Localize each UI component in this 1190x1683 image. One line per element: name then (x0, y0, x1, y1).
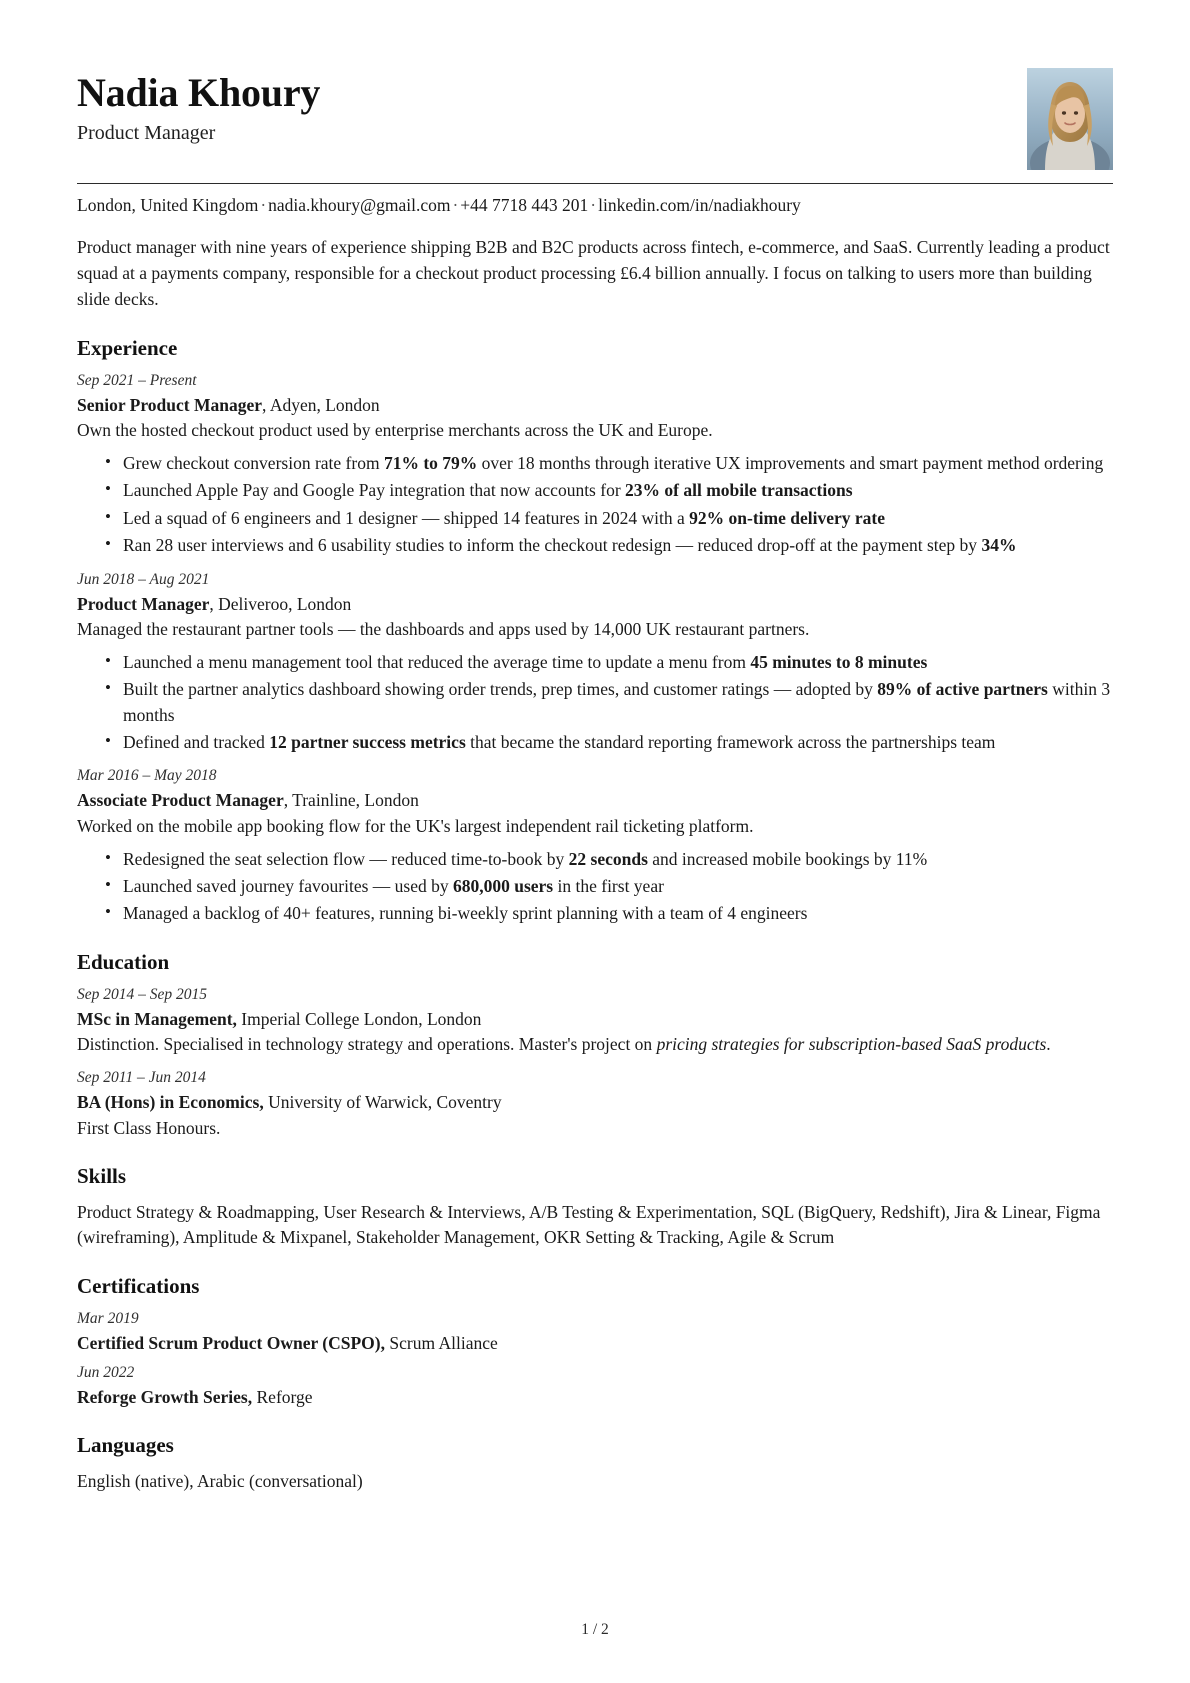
entry-date: Mar 2019 (77, 1309, 139, 1327)
entry-bullet-list (77, 650, 1113, 756)
emphasis-text: 45 minutes to 8 minutes (750, 651, 928, 672)
experience-entries (77, 371, 1113, 927)
emphasis-text: 34% (981, 535, 1017, 556)
header-divider (77, 183, 1113, 184)
entry-date: Jun 2018 – Aug 2021 (77, 570, 210, 588)
entry-heading (77, 788, 1113, 813)
entry-detail (77, 1032, 1113, 1057)
profile-photo-image (1027, 68, 1113, 170)
education-entries (77, 985, 1113, 1141)
body-text: Launched a menu management tool that reduced the average time to update a menu from (123, 651, 751, 672)
contact-linkedin[interactable]: linkedin.com/in/nadiakhoury (598, 195, 801, 215)
entry-detail (77, 1116, 1113, 1141)
education-entry (77, 985, 1113, 1057)
entry-date: Sep 2014 – Sep 2015 (77, 986, 208, 1004)
education-entry (77, 1068, 1113, 1140)
body-text: that became the standard reporting framework across the partnerships team (465, 731, 996, 752)
body-text: Ran 28 user interviews and 6 usability studies to inform the checkout redesign — reduced drop-off at the payment step by (123, 535, 982, 556)
section-skills (77, 1163, 1113, 1251)
bullet-item (105, 506, 1113, 531)
contact-location: London, United Kingdom (77, 195, 259, 215)
header-text-block (77, 62, 320, 146)
body-text: within 3 months (123, 679, 1111, 725)
body-text: Distinction. Specialised in technology strategy and operations. Master's project on (77, 1034, 657, 1055)
entry-heading (77, 592, 1113, 617)
certification-name: Reforge Growth Series, (77, 1387, 253, 1408)
body-text: Redesigned the seat selection flow — reduced time-to-book by (123, 848, 569, 869)
entry-degree: MSc in Management, (77, 1008, 237, 1029)
entry-heading (77, 1090, 1113, 1115)
entry-role: Product Manager (77, 593, 210, 614)
entry-institution: University of Warwick, Coventry (263, 1092, 502, 1113)
emphasis-text: 92% on-time delivery rate (689, 507, 886, 528)
body-text: over 18 months through iterative UX improvements and smart payment method ordering (477, 453, 1104, 474)
body-text: . (1046, 1034, 1051, 1055)
entry-description: Worked on the mobile app booking flow for the UK's largest independent rail ticketing platform. (77, 815, 754, 836)
entry-heading (77, 1385, 1113, 1410)
entry-heading (77, 393, 1113, 418)
body-text: and increased mobile bookings by 11% (647, 848, 928, 869)
certification-issuer: Reforge (252, 1387, 313, 1408)
section-title-languages: Languages (77, 1432, 174, 1457)
entry-bullet-list (77, 451, 1113, 559)
candidate-job-title: Product Manager (77, 122, 216, 145)
emphasis-text: 22 seconds (568, 848, 648, 869)
bullet-item (105, 650, 1113, 675)
candidate-name: Nadia Khoury (77, 70, 321, 115)
profile-photo (1027, 68, 1113, 170)
contact-separator: · (452, 195, 459, 215)
body-text: Grew checkout conversion rate from (123, 453, 384, 474)
contact-line (77, 193, 1113, 218)
entry-company: , Adyen, London (262, 394, 380, 415)
section-title-skills: Skills (77, 1163, 127, 1188)
contact-separator: · (260, 195, 267, 215)
section-languages (77, 1432, 1113, 1495)
bullet-item (105, 730, 1113, 755)
entry-role: Senior Product Manager (77, 394, 263, 415)
body-text: Led a squad of 6 engineers and 1 designer — shipped 14 features in 2024 with a (123, 507, 690, 528)
page-footer (0, 1621, 1190, 1639)
body-text: in the first year (553, 876, 664, 896)
section-title-experience: Experience (77, 335, 178, 360)
section-education (77, 949, 1113, 1141)
emphasis-text: 680,000 users (452, 876, 554, 896)
bullet-item (105, 847, 1113, 872)
resume-header (77, 62, 1113, 170)
entry-degree: BA (Hons) in Economics, (77, 1092, 264, 1113)
section-experience (77, 335, 1113, 927)
emphasis-text: 71% to 79% (383, 453, 478, 474)
professional-summary: Product manager with nine years of experience shipping B2B and B2C products across fintech, e-commerce, and SaaS. Currently leading a product squad at a payments company, responsible for a checkout product processing £6.4 billion annually. I focus on talking to users more than building slide decks. (77, 237, 1110, 309)
entry-description: Managed the restaurant partner tools — the dashboards and apps used by 14,000 UK restaurant partners. (77, 619, 810, 640)
certification-entry (77, 1309, 1113, 1355)
section-title-education: Education (77, 949, 170, 974)
body-text: Launched Apple Pay and Google Pay integration that now accounts for (123, 480, 626, 501)
contact-phone[interactable]: +44 7718 443 201 (460, 195, 589, 215)
page-number: 1 / 2 (581, 1621, 609, 1638)
entry-bullet-list (77, 847, 1113, 927)
languages-text: English (native), Arabic (conversational) (77, 1471, 363, 1492)
section-certifications (77, 1273, 1113, 1410)
contact-email[interactable]: nadia.khoury@gmail.com (268, 195, 451, 215)
entry-date: Mar 2016 – May 2018 (77, 767, 217, 785)
experience-entry (77, 766, 1113, 926)
body-text: Launched saved journey favourites — used by (123, 876, 453, 896)
body-text: Managed a backlog of 40+ features, running bi-weekly sprint planning with a team of 4 engineers (123, 903, 808, 924)
certification-entries (77, 1309, 1113, 1410)
bullet-item (105, 533, 1113, 558)
bullet-item (105, 451, 1113, 476)
bullet-item (105, 874, 1113, 899)
emphasis-text: 12 partner success metrics (269, 731, 466, 752)
bullet-item (105, 901, 1113, 926)
entry-date: Jun 2022 (77, 1364, 135, 1382)
entry-company: , Trainline, London (283, 790, 419, 811)
body-text: Built the partner analytics dashboard showing order trends, prep times, and customer ratings — adopted by (123, 679, 878, 700)
certification-entry (77, 1363, 1113, 1409)
bullet-item (105, 677, 1113, 728)
experience-entry (77, 570, 1113, 756)
certification-name: Certified Scrum Product Owner (CSPO), (77, 1332, 385, 1353)
entry-role: Associate Product Manager (77, 790, 284, 811)
entry-heading (77, 1007, 1113, 1032)
entry-institution: Imperial College London, London (236, 1008, 482, 1029)
section-title-certifications: Certifications (77, 1273, 200, 1298)
entry-description: Own the hosted checkout product used by enterprise merchants across the UK and Europe. (77, 420, 713, 441)
experience-entry (77, 371, 1113, 559)
bullet-item (105, 478, 1113, 503)
body-text: Defined and tracked (123, 731, 270, 752)
entry-date: Sep 2021 – Present (77, 371, 197, 389)
entry-heading (77, 1331, 1113, 1356)
contact-separator: · (590, 195, 597, 215)
emphasis-text: 23% of all mobile transactions (625, 480, 853, 501)
skills-text: Product Strategy & Roadmapping, User Research & Interviews, A/B Testing & Experimentation, SQL (BigQuery, Redshift), Jira & Linear, Figma (wireframing), Amplitude & Mixpanel, Stakeholder Management, OKR Setting & Tracking, Agile & Scrum (77, 1201, 1101, 1248)
entry-company: , Deliveroo, London (209, 593, 352, 614)
emphasis-text: pricing strategies for subscription-based SaaS products (656, 1034, 1047, 1055)
body-text: First Class Honours. (77, 1117, 221, 1138)
certification-issuer: Scrum Alliance (385, 1332, 498, 1353)
entry-date: Sep 2011 – Jun 2014 (77, 1069, 206, 1087)
emphasis-text: 89% of active partners (877, 679, 1048, 700)
